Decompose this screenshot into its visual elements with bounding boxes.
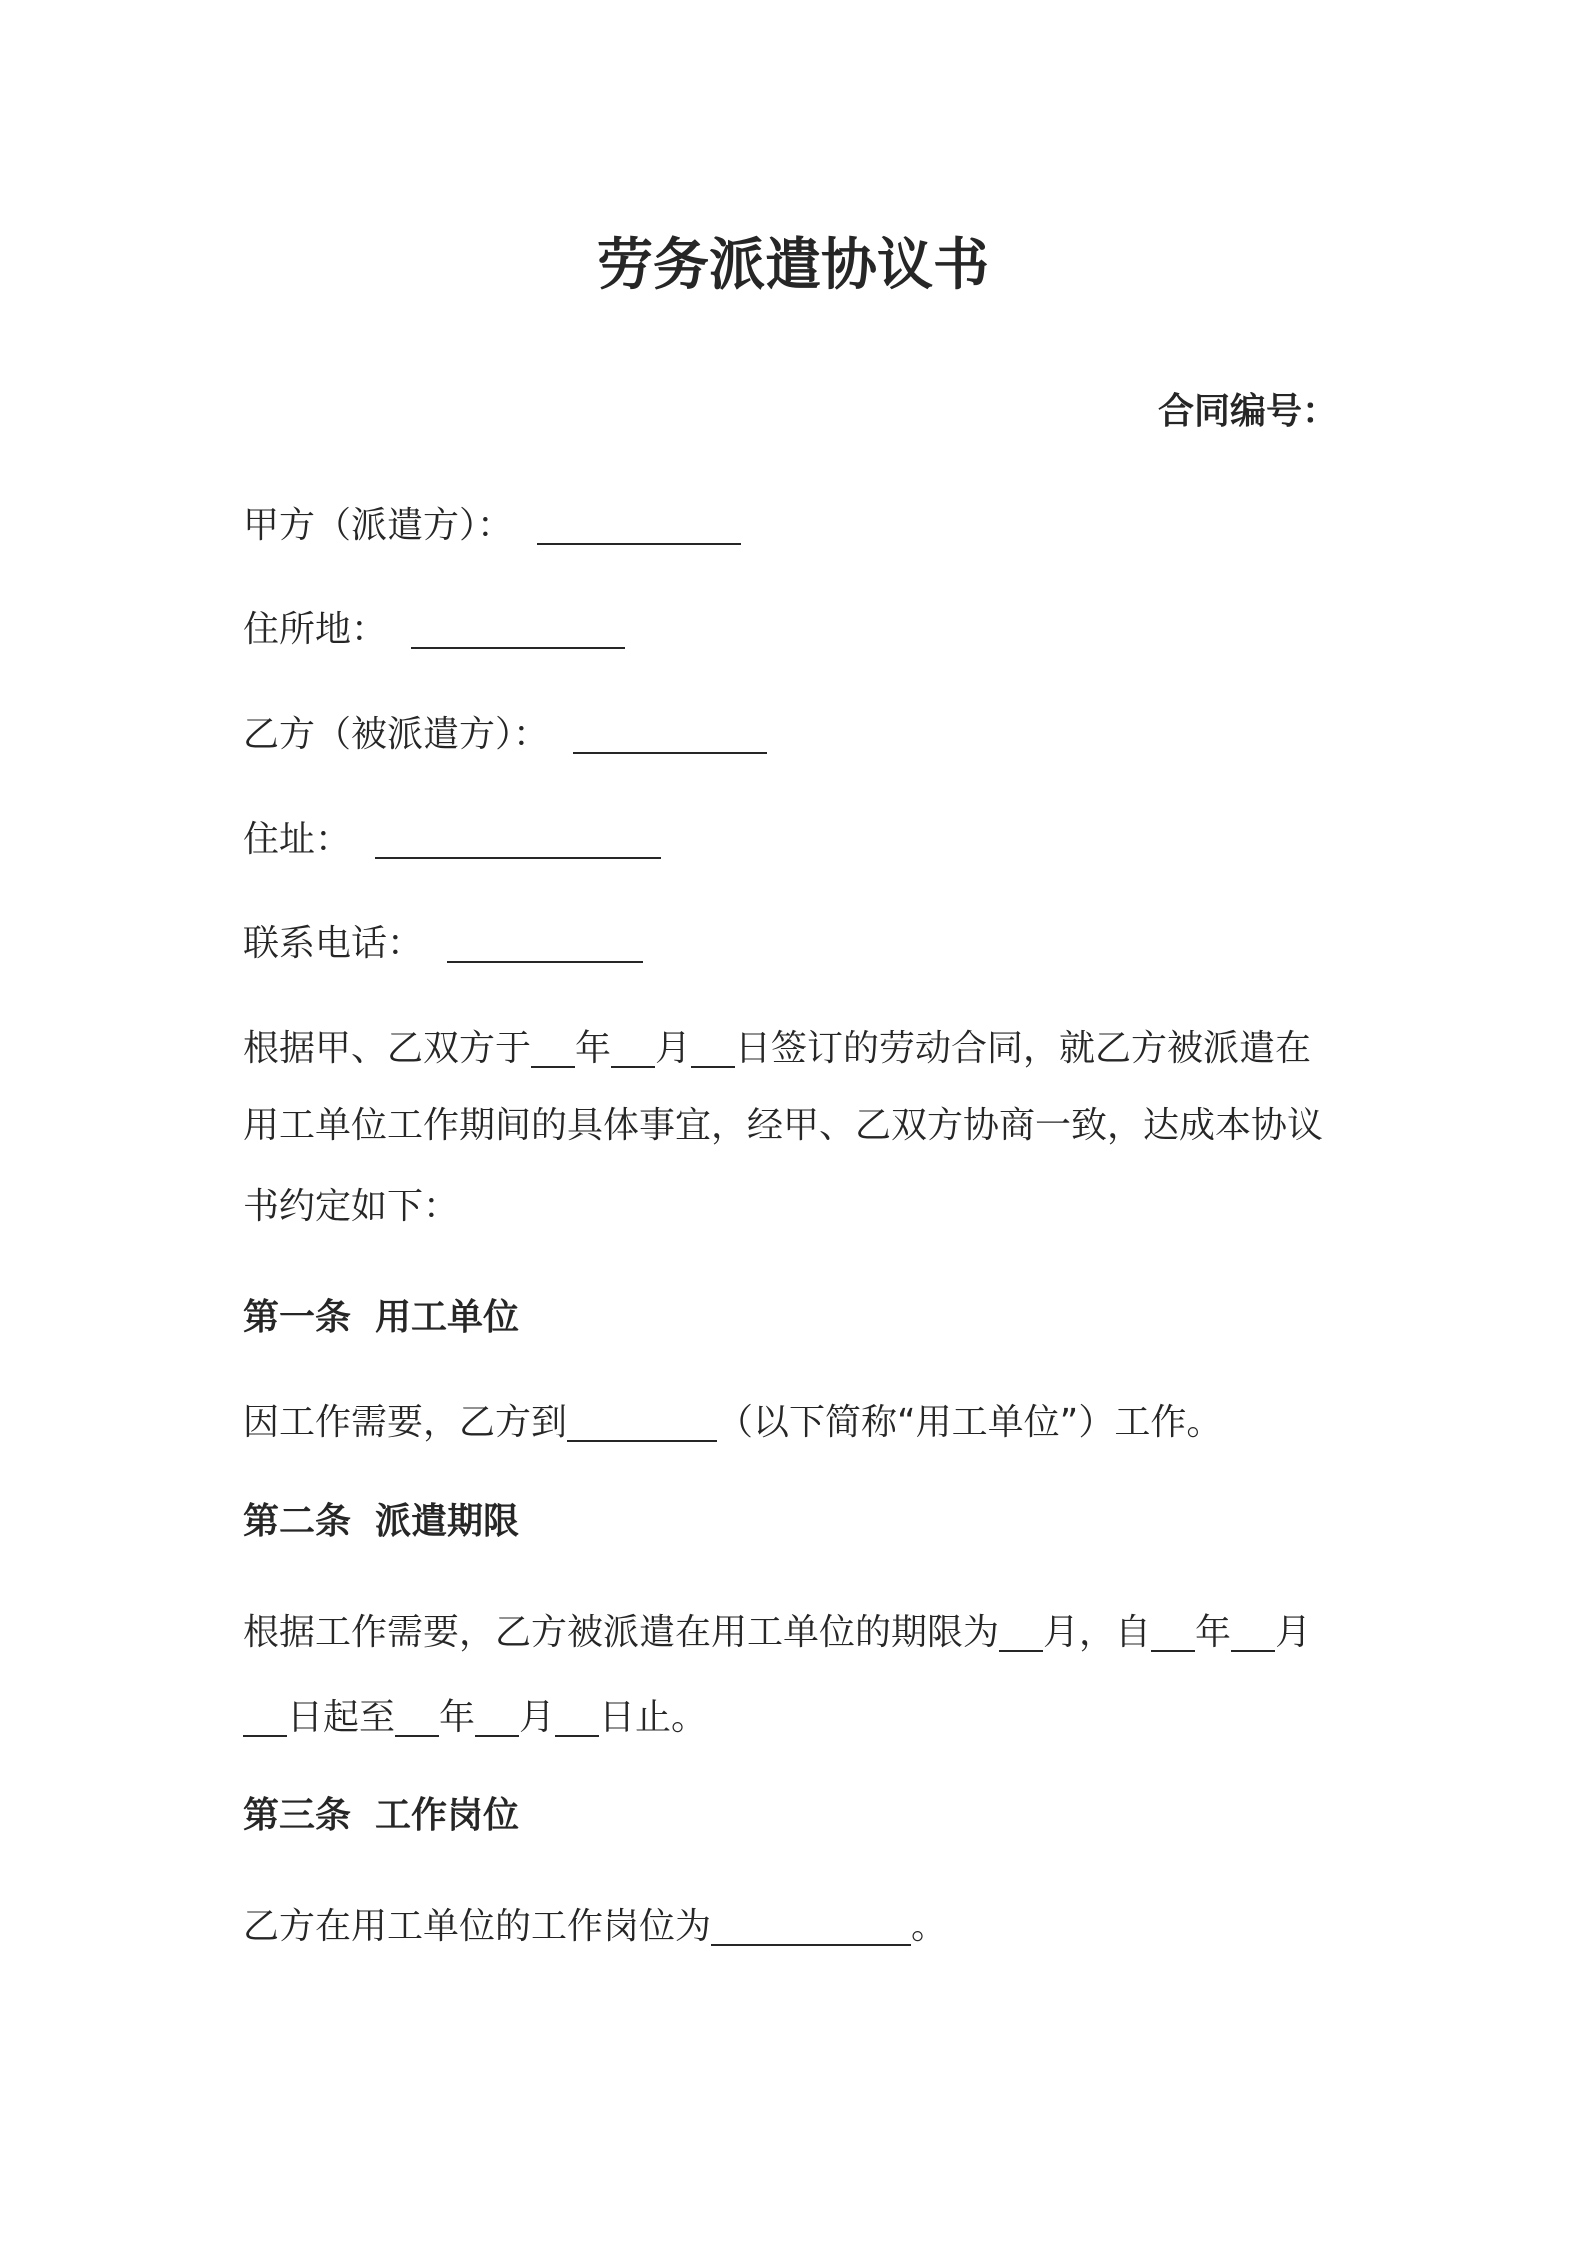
document-title: 劳务派遣协议书: [597, 233, 989, 298]
employer-blank: [567, 1396, 717, 1442]
party-b-address-line: [243, 812, 661, 868]
article-2-line-2: [243, 1690, 707, 1746]
phone-label: 联系电话：: [243, 923, 424, 964]
article-1-number: 第一条: [243, 1297, 352, 1338]
start-day-blank: [243, 1691, 287, 1737]
article-1-title: 用工单位: [375, 1297, 520, 1338]
start-day-label: 日起至: [287, 1697, 396, 1738]
article-1-text: [243, 1395, 1222, 1451]
party-a-line: [243, 498, 741, 554]
intro-text-2: 日签订的劳动合同，就乙方被派遣在: [735, 1028, 1312, 1069]
article-2-heading: [243, 1494, 519, 1550]
start-month-label: 月: [1275, 1612, 1312, 1653]
party-a-address-line: [243, 602, 625, 658]
article-2-line-1: [243, 1605, 1311, 1661]
party-b-address-blank: [375, 813, 661, 859]
start-month-blank: [1231, 1606, 1275, 1652]
article-3-text-before: 乙方在用工单位的工作岗位为: [243, 1906, 712, 1947]
article-1-text-before: 因工作需要，乙方到: [243, 1402, 568, 1443]
contract-number-label: 合同编号：: [1157, 391, 1338, 432]
term-months-blank: [999, 1606, 1043, 1652]
intro-month-label: 月: [655, 1028, 692, 1069]
end-day-label: 日止。: [599, 1697, 708, 1738]
intro-line-2: 用工单位工作期间的具体事宜，经甲、乙双方协商一致，达成本协议: [243, 1105, 1324, 1146]
end-day-blank: [555, 1691, 599, 1737]
intro-text-1: 根据甲、乙双方于: [243, 1028, 532, 1069]
article-3-number: 第三条: [243, 1795, 352, 1836]
party-b-blank: [573, 708, 767, 754]
intro-line-3: 书约定如下：: [243, 1186, 460, 1227]
intro-day-blank: [691, 1022, 735, 1068]
article-2-text-a: 根据工作需要，乙方被派遣在用工单位的期限为: [243, 1612, 1000, 1653]
party-b-label: 乙方（被派遣方）：: [243, 714, 550, 755]
start-year-label: 年: [1195, 1612, 1232, 1653]
article-3-text-after: 。: [911, 1906, 948, 1947]
intro-year-blank: [531, 1022, 575, 1068]
position-blank: [711, 1900, 911, 1946]
end-month-blank: [475, 1691, 519, 1737]
intro-month-blank: [611, 1022, 655, 1068]
article-2-title: 派遣期限: [375, 1501, 520, 1542]
article-3-title: 工作岗位: [375, 1795, 520, 1836]
article-1-text-after: （以下简称“用工单位”）工作。: [717, 1402, 1223, 1443]
article-3-heading: [243, 1788, 519, 1844]
phone-blank: [447, 917, 643, 963]
start-year-blank: [1151, 1606, 1195, 1652]
term-months-label: 月: [1043, 1612, 1080, 1653]
article-2-number: 第二条: [243, 1501, 352, 1542]
party-a-address-blank: [411, 603, 625, 649]
article-1-heading: [243, 1290, 519, 1346]
end-year-label: 年: [439, 1697, 476, 1738]
article-2-text-b: ，自: [1079, 1612, 1152, 1653]
intro-line-1: [243, 1021, 1311, 1077]
party-b-line: [243, 707, 767, 763]
end-year-blank: [395, 1691, 439, 1737]
party-a-blank: [537, 499, 741, 545]
article-3-text: [243, 1899, 947, 1955]
party-a-label: 甲方（派遣方）：: [243, 505, 514, 546]
end-month-label: 月: [519, 1697, 556, 1738]
party-a-address-label: 住所地：: [243, 609, 388, 650]
intro-year-label: 年: [575, 1028, 612, 1069]
party-b-address-label: 住址：: [243, 819, 352, 860]
phone-line: [243, 916, 643, 972]
